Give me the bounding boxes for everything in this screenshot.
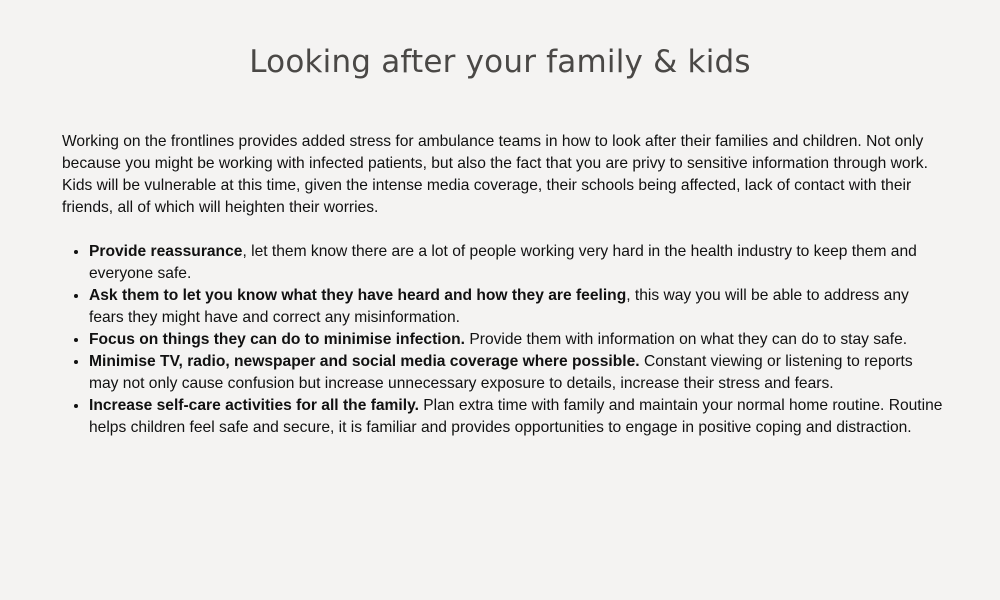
tips-list [62,241,946,439]
tip-text: Provide them with information on what they can do to stay safe. [465,331,908,348]
tip-text: , this way you will be able to address any fears they might have and correct any misinformation. [89,287,909,326]
tip-heading: Ask them to let you know what they have heard and how they are feeling [89,287,627,304]
tip-text: Plan extra time with family and maintain your normal home routine. Routine helps children feel safe and secure, it is familiar and provides opportunities to engage in positive coping and distraction. [89,397,943,436]
tip-heading: Provide reassurance [89,243,243,260]
intro-paragraph: Working on the frontlines provides added stress for ambulance teams in how to look after their families and children. Not only because you might be working with infected patients, but also the fact that you are privy to sensitive information through work. Kids will be vulnerable at this time, given the intense media coverage, their schools being affected, lack of contact with their friends, all of which will heighten their worries. [62,133,928,216]
tip-text: Constant viewing or listening to reports may not only cause confusion but increase unnecessary exposure to details, increase their stress and fears. [89,353,913,392]
page-title: Looking after your family & kids [249,44,751,80]
list-item [89,395,946,439]
list-item [89,241,946,285]
tip-heading: Increase self-care activities for all the family. [89,397,419,414]
tip-heading: Minimise TV, radio, newspaper and social media coverage where possible. [89,353,640,370]
list-item [89,351,946,395]
content-body [62,131,946,439]
tip-heading: Focus on things they can do to minimise infection. [89,331,466,348]
tip-text: , let them know there are a lot of people working very hard in the health industry to keep them and everyone safe. [89,243,917,282]
list-item [89,285,946,329]
list-item [89,329,946,351]
